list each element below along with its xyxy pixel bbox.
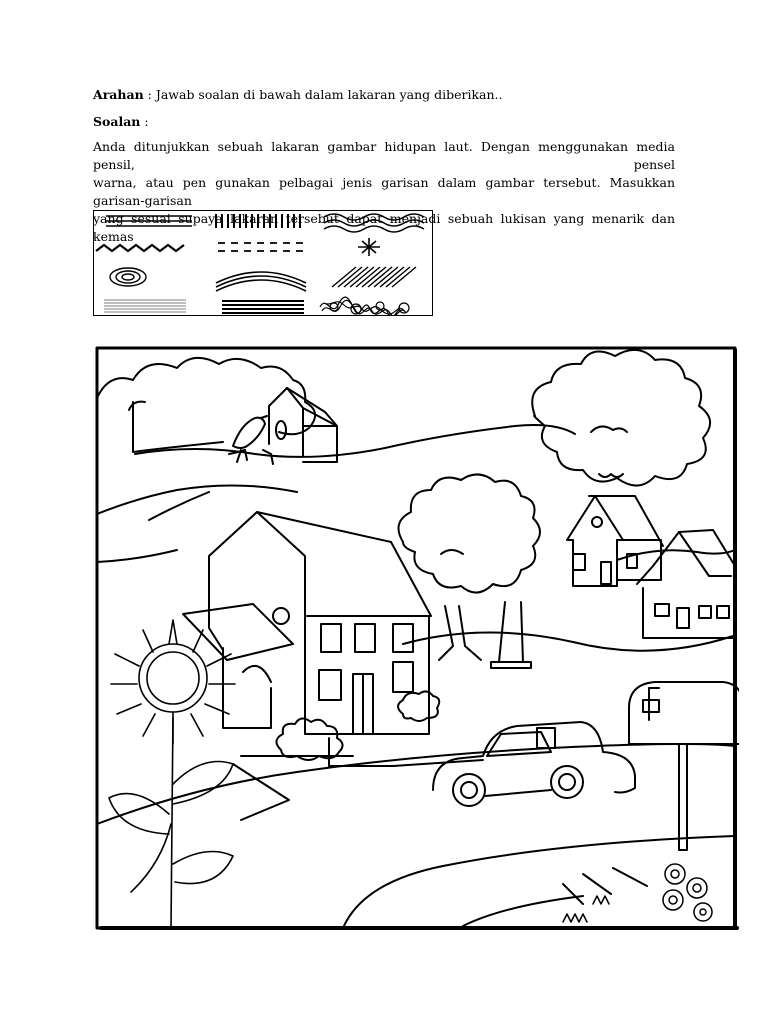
road [97, 738, 735, 928]
paragraph-line-3: yang sesuai supaya lakaran tersebut dapat menjadi sebuah lukisan yang menarik dan kemas [93, 211, 675, 244]
bush [276, 691, 439, 760]
question-line [93, 113, 675, 131]
line-samples-box [93, 210, 433, 316]
vertical-hatch-lines-sample [216, 214, 300, 228]
car [433, 722, 635, 806]
parallel-horizontal-lines-sample [106, 216, 192, 226]
question-separator: : [140, 114, 149, 129]
coloring-sketch [93, 344, 739, 932]
instruction-text: Jawab soalan di bawah dalam lakaran yang diberikan.. [155, 87, 503, 102]
sketch-drawing [93, 344, 739, 932]
mailbox [629, 682, 739, 850]
paragraph-line-1: Anda ditunjukkan sebuah lakaran gambar hidupan laut. Dengan menggunakan media pensil, pensel [93, 139, 675, 172]
curved-arc-lines-sample [216, 272, 306, 291]
house [183, 512, 431, 734]
question-label: Soalan [93, 114, 141, 129]
small-house [567, 496, 663, 586]
wavy-lines-sample [324, 214, 424, 232]
dashed-lines-sample [218, 243, 304, 251]
zigzag-line-sample [96, 245, 184, 251]
thick-parallel-lines-sample [222, 301, 304, 313]
scribble-texture-sample [320, 297, 409, 315]
sunflower [109, 620, 235, 928]
instruction-line [93, 86, 675, 104]
diagonal-lines-sample [332, 267, 416, 287]
line-samples-drawing [94, 211, 432, 315]
spiral-sample [110, 268, 146, 286]
birdhouse [263, 388, 337, 464]
small-house [637, 530, 735, 638]
cloud [532, 350, 710, 486]
instruction-separator: : [143, 87, 156, 102]
thin-parallel-lines-sample [104, 300, 186, 312]
star-burst-sample [358, 238, 380, 256]
paragraph-line-2: warna, atau pen gunakan pelbagai jenis garisan dalam gambar tersebut. Masukkan garisan-garisan [93, 175, 675, 208]
flowers [563, 864, 712, 922]
instruction-label: Arahan [93, 87, 144, 102]
